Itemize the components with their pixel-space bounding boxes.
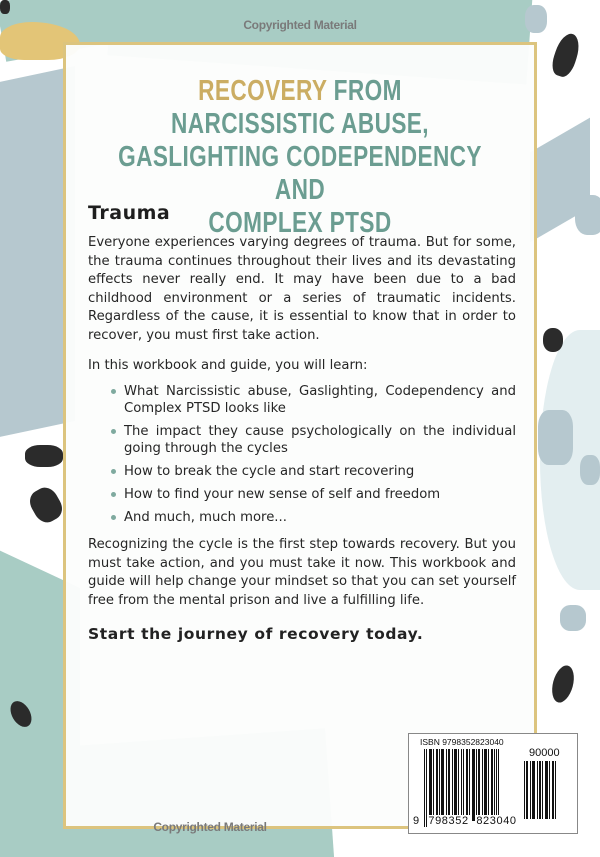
bg-grey-shape [538, 410, 573, 465]
bullet-icon [111, 429, 116, 434]
list-item: The impact they cause psychologically on the individual going through the cycles [124, 423, 516, 457]
closing-paragraph: Recognizing the cycle is the first step towards recovery. But you must take action, and you must take it now. This workbook and guide will help change your mindset so that you can set yourself free from the mental prison and live a fulfilling life. [88, 537, 516, 608]
bg-dark-blob [548, 663, 577, 705]
copyright-notice-top: Copyrighted Material [243, 18, 357, 32]
bullet-icon [111, 469, 116, 474]
bg-dark-blob [25, 483, 66, 526]
bg-dark-blob [549, 31, 584, 80]
intro-paragraph: Everyone experiences varying degrees of trauma. But for some, the trauma continues throughout their lives and its devastating effects never really end. It may have been due to a bad childhood environment or a series of traumatic incidents. Regardless of the cause, it is essential to know that in order to recover, you must first take action. [88, 235, 516, 343]
bullet-icon [111, 492, 116, 497]
bg-dark-blob [543, 328, 563, 352]
barcode-digits: 9 798352 823040 [413, 815, 517, 827]
price-addon-label: 90000 [529, 747, 560, 759]
isbn-barcode [408, 733, 578, 834]
list-item: How to break the cycle and start recovering [124, 463, 516, 480]
bullet-icon [111, 515, 116, 520]
bg-dark-blob [25, 445, 63, 467]
bullet-icon [111, 389, 116, 394]
list-item: How to find your new sense of self and freedom [124, 486, 516, 503]
title-line-1 [117, 75, 482, 141]
section-heading: Trauma [88, 202, 171, 224]
call-to-action: Start the journey of recovery today. [88, 624, 424, 643]
list-item: What Narcissistic abuse, Gaslighting, Codependency and Complex PTSD looks like [124, 383, 516, 417]
title-accent-word: RECOVERY [198, 75, 327, 107]
list-item: And much, much more... [124, 509, 516, 526]
bg-dark-blob [0, 0, 10, 14]
addon-barcode-bars [524, 761, 570, 819]
cover-frame [63, 42, 537, 829]
back-cover-blurb [88, 202, 516, 643]
title-line-1-rest: FROM NARCISSISTIC ABUSE, [171, 75, 429, 140]
learning-list [88, 383, 516, 526]
isbn-label: ISBN 9798352823040 [420, 737, 504, 747]
title-line-2: GASLIGHTING CODEPENDENCY AND [118, 141, 482, 206]
title-line-3: COMPLEX PTSD [208, 207, 392, 239]
copyright-notice-bottom: Copyrighted Material [153, 820, 267, 834]
bg-grey-shape [560, 605, 586, 631]
list-intro: In this workbook and guide, you will learn: [88, 357, 368, 373]
bg-grey-shape [580, 455, 600, 485]
bg-grey-shape [575, 195, 600, 235]
